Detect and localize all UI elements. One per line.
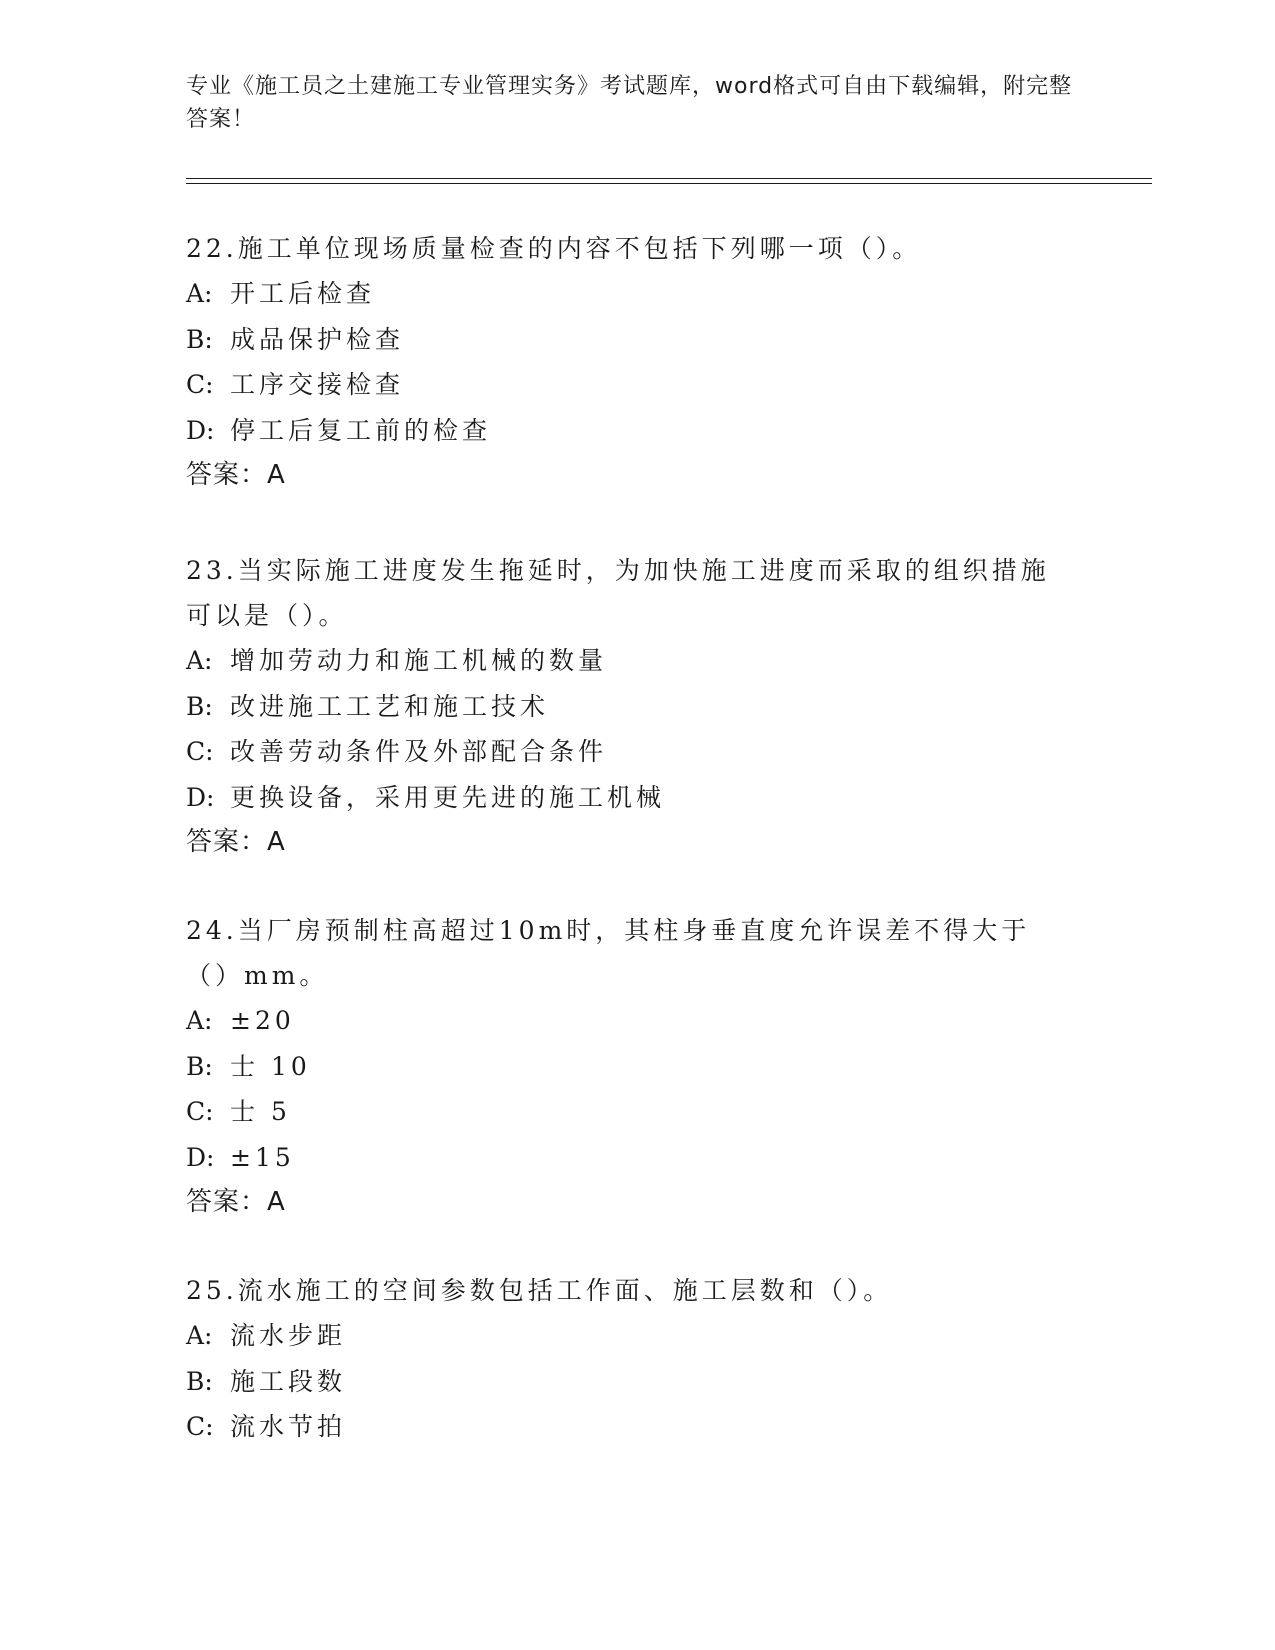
option-text: 工序交接检查 — [230, 370, 405, 399]
header-divider-bottom — [186, 183, 1152, 184]
option-text: 成品保护检查 — [230, 324, 405, 354]
option-text: 改善劳动条件及外部配合条件 — [230, 737, 608, 766]
option-key: B: — [186, 1051, 213, 1081]
document-intro: 专业《施工员之土建施工专业管理实务》考试题库，word格式可自由下载编辑，附完整答案！ — [186, 74, 1073, 132]
option-text: ±20 — [230, 1006, 295, 1035]
option-key: C: — [186, 1097, 214, 1126]
option-b — [186, 1359, 1066, 1405]
option-a — [186, 1313, 1066, 1359]
option-key: A: — [186, 1006, 213, 1035]
option-text: 施工段数 — [230, 1366, 347, 1396]
option-text: 更换设备，采用更先进的施工机械 — [230, 782, 666, 812]
option-d — [186, 408, 1066, 454]
option-text: 增加劳动力和施工机械的数量 — [230, 646, 608, 675]
option-c — [186, 729, 1066, 775]
option-key: C: — [186, 370, 214, 399]
option-a — [186, 998, 1066, 1044]
option-c — [186, 1089, 1066, 1135]
option-key: A: — [186, 1321, 213, 1350]
option-text: 流水节拍 — [230, 1412, 347, 1441]
option-b — [186, 317, 1066, 363]
option-key: D: — [186, 782, 215, 812]
question-stem: 23.当实际施工进度发生拖延时，为加快施工进度而采取的组织措施可以是（）。 — [186, 556, 1050, 630]
question-24 — [186, 908, 1066, 1225]
option-key: A: — [186, 279, 213, 308]
option-text: 流水步距 — [230, 1321, 347, 1350]
option-b — [186, 1044, 1066, 1090]
option-text: 开工后检查 — [230, 279, 376, 308]
option-key: B: — [186, 691, 213, 721]
question-22 — [186, 226, 1066, 498]
answer-line: 答案：A — [186, 1187, 286, 1217]
option-text: 士 10 — [230, 1051, 311, 1081]
question-stem: 22.施工单位现场质量检查的内容不包括下列哪一项（）。 — [186, 234, 922, 263]
answer-line: 答案：A — [186, 460, 286, 490]
option-text: ±15 — [230, 1142, 295, 1172]
option-text: 士 5 — [230, 1097, 291, 1126]
answer-line: 答案：A — [186, 827, 286, 857]
option-text: 改进施工工艺和施工技术 — [230, 691, 550, 721]
question-25 — [186, 1268, 1066, 1450]
question-stem: 24.当厂房预制柱高超过10m时，其柱身垂直度允许误差不得大于（）mm。 — [186, 916, 1031, 990]
question-23 — [186, 548, 1066, 865]
option-a — [186, 271, 1066, 317]
option-key: B: — [186, 324, 213, 354]
option-d — [186, 775, 1066, 821]
option-key: A: — [186, 646, 213, 675]
option-key: C: — [186, 1412, 214, 1441]
option-text: 停工后复工前的检查 — [230, 415, 492, 445]
option-c — [186, 1404, 1066, 1450]
option-c — [186, 362, 1066, 408]
option-b — [186, 684, 1066, 730]
option-key: C: — [186, 737, 214, 766]
option-a — [186, 638, 1066, 684]
option-key: B: — [186, 1366, 213, 1396]
question-stem: 25.流水施工的空间参数包括工作面、施工层数和（）。 — [186, 1276, 893, 1305]
option-key: D: — [186, 1142, 215, 1172]
option-d — [186, 1135, 1066, 1181]
option-key: D: — [186, 415, 215, 445]
header-divider-top — [186, 178, 1152, 179]
